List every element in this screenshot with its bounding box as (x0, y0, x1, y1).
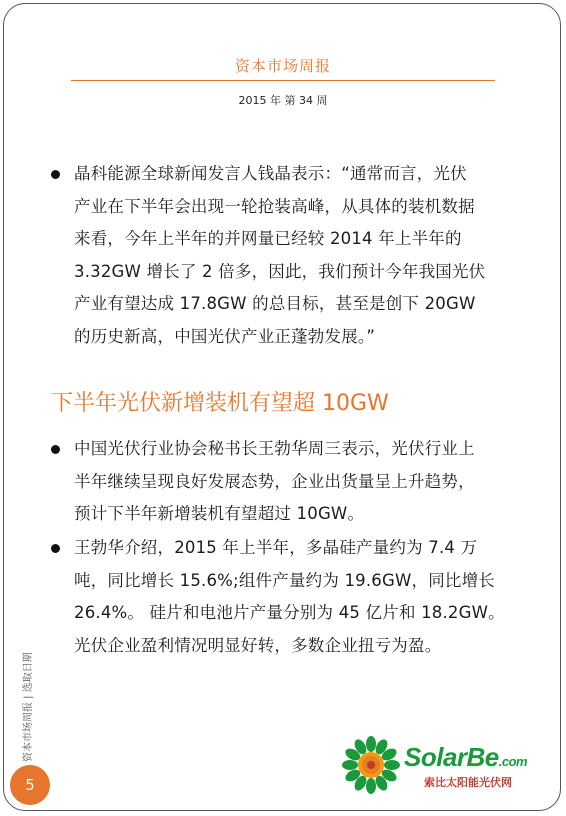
flower-logo-icon (340, 734, 402, 796)
header-title: 资本市场周报 (234, 57, 331, 75)
paragraph-line: 产业有望达成 17.8GW 的总目标，甚至是创下 20GW (74, 294, 476, 313)
bullet-paragraph (74, 532, 521, 662)
quote-bullet-item (51, 158, 521, 353)
logo-wordmark-suffix: .com (498, 754, 528, 769)
paragraph-line: 光伏企业盈利情况明显好转，多数企业扭亏为盈。 (74, 635, 442, 655)
paragraph-line: 26.4%。 硅片和电池片产量分别为 45 亿片和 18.2GW。 (74, 603, 505, 622)
paragraph-line: 产业在下半年会出现一轮抢装高峰，从具体的装机数据 (74, 196, 475, 216)
bullet-dot (51, 445, 60, 454)
bullet-dot (51, 170, 60, 179)
sidebar-vertical-label (22, 632, 36, 762)
logo-tagline: 索比太阳能光伏网 (424, 776, 512, 789)
logo-wordmark-main: SolarBe (404, 742, 499, 772)
paragraph-line: 半年继续呈现良好发展态势，企业出货量呈上升趋势， (74, 471, 475, 491)
bullet-item (51, 433, 521, 531)
quote-paragraph (74, 158, 521, 353)
sidebar-text: 资本市场周报 | 选取日期 (23, 652, 34, 762)
section-heading: 下半年光伏新增装机有望超 10GW (51, 391, 389, 416)
paragraph-line: 预计下半年新增装机有望超过 10GW。 (74, 504, 365, 523)
paragraph-line: 来看，今年上半年的并网量已经较 2014 年上半年的 (74, 229, 462, 248)
logo-wordmark (404, 742, 527, 773)
header-week: 2015 年 第 34 周 (238, 94, 328, 107)
page-number: 5 (10, 765, 50, 805)
paragraph-line: 晶科能源全球新闻发言人钱晶表示：“通常而言，光伏 (74, 164, 467, 183)
solarbe-logo (340, 734, 558, 798)
paragraph-line: 3.32GW 增长了 2 倍多，因此，我们预计今年我国光伏 (74, 261, 486, 281)
paragraph-line: 吨，同比增长 15.6%;组件产量约为 19.6GW，同比增长 (74, 570, 496, 590)
bullet-dot (51, 544, 60, 553)
bullet-item (51, 532, 521, 662)
paragraph-line: 中国光伏行业协会秘书长王勃华周三表示，光伏行业上 (74, 439, 475, 458)
bullet-paragraph (74, 433, 521, 531)
paragraph-line: 的历史新高，中国光伏产业正蓬勃发展。” (74, 326, 376, 346)
paragraph-line: 王勃华介绍，2015 年上半年，多晶硅产量约为 7.4 万 (74, 538, 478, 557)
header-divider (71, 80, 495, 81)
